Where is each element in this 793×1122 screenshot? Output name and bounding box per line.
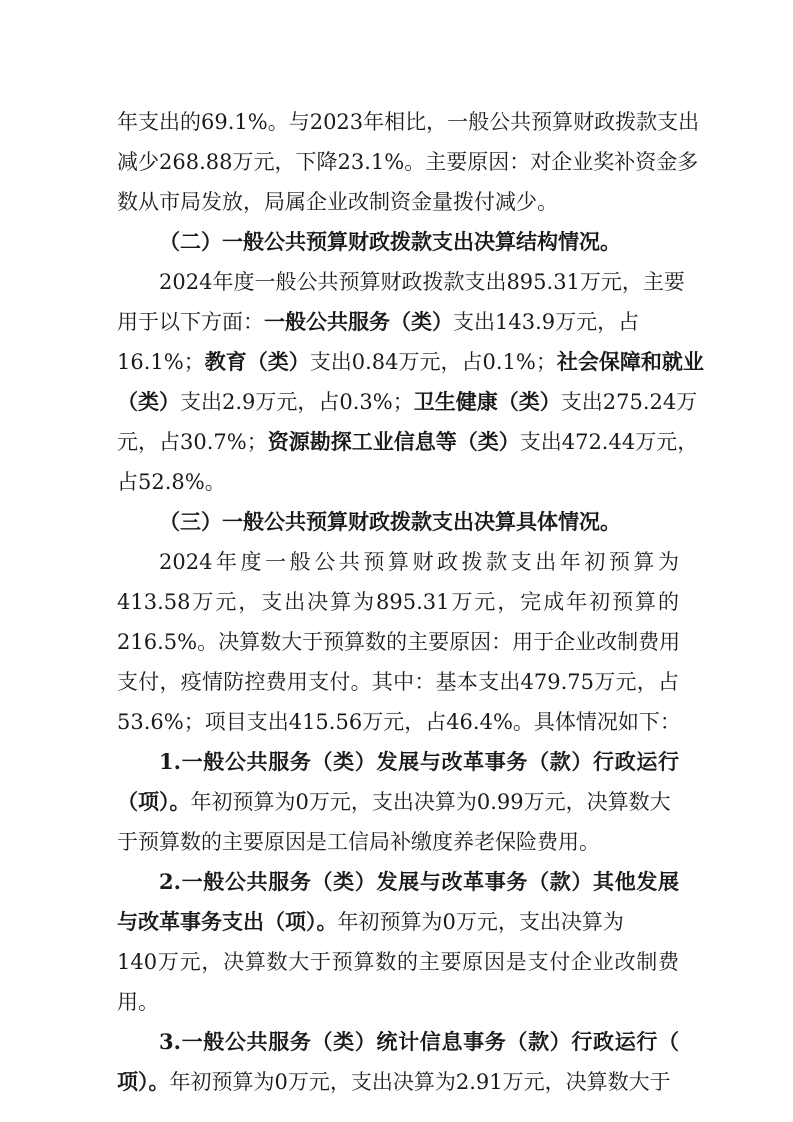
text-run: 支出143.9万元，占 xyxy=(453,310,640,334)
text-run: 支出275.24万 xyxy=(560,390,698,414)
text-run: 年初预算为0万元，支出决算为 xyxy=(337,910,624,934)
item-heading: 2.一般公共服务（类）发展与改革事务（款）其他发展 xyxy=(159,869,679,894)
item-heading: 1.一般公共服务（类）发展与改革事务（款）行政运行 xyxy=(159,749,679,774)
text-run: 支出2.9万元，占0.3%； xyxy=(180,390,414,414)
paragraph-line xyxy=(117,382,698,422)
paragraph-line xyxy=(117,342,704,382)
paragraph-line: 占52.8%。 xyxy=(117,470,226,494)
category-label: （类） xyxy=(117,389,180,414)
category-label: 卫生健康（类） xyxy=(413,389,561,414)
paragraph-line: 53.6%；项目支出415.56万元，占46.4%。具体情况如下： xyxy=(117,710,681,734)
paragraph-line: 216.5%。决算数大于预算数的主要原因：用于企业改制费用 xyxy=(117,630,681,654)
item-heading-tail: （项）。 xyxy=(117,789,191,814)
paragraph-line: 年支出的69.1%。与2023年相比，一般公共预算财政拨款支出 xyxy=(117,110,700,134)
paragraph-line: 140万元，决算数大于预算数的主要原因是支付企业改制费 xyxy=(117,950,679,974)
paragraph-line: 于预算数的主要原因是工信局补缴度养老保险费用。 xyxy=(117,830,600,854)
paragraph-line: 数从市局发放，局属企业改制资金量拨付减少。 xyxy=(117,190,558,214)
category-label: 一般公共服务（类） xyxy=(264,309,453,334)
paragraph-line xyxy=(117,302,679,342)
paragraph-line: 减少268.88万元，下降23.1%。主要原因：对企业奖补资金多 xyxy=(117,150,699,174)
section-heading: （二）一般公共预算财政拨款支出决算结构情况。 xyxy=(159,229,621,254)
paragraph-line: 用。 xyxy=(117,990,159,1014)
text-run: 年初预算为0万元，支出决算为2.91万元，决算数大于 xyxy=(169,1070,671,1094)
text-run: 元，占30.7%； xyxy=(117,430,268,454)
text-run: 用于以下方面： xyxy=(117,310,264,334)
text-run: 年初预算为0万元，支出决算为0.99万元，决算数大 xyxy=(190,790,671,814)
item-heading: 3.一般公共服务（类）统计信息事务（款）行政运行（ xyxy=(159,1029,679,1054)
text-run: 支出472.44万元， xyxy=(519,430,699,454)
paragraph-line: 413.58万元，支出决算为895.31万元，完成年初预算的 xyxy=(117,590,679,614)
paragraph-line: 支付，疫情防控费用支付。其中：基本支出479.75万元，占 xyxy=(117,670,679,694)
paragraph-line: 2024年度一般公共预算财政拨款支出895.31万元，主要 xyxy=(159,270,685,294)
category-label: 社会保障和就业 xyxy=(556,349,704,374)
paragraph-line xyxy=(117,782,679,822)
section-heading: （三）一般公共预算财政拨款支出决算具体情况。 xyxy=(159,509,621,534)
category-label: 资源勘探工业信息等（类） xyxy=(267,429,520,454)
text-run: 支出0.84万元，占0.1%； xyxy=(309,350,557,374)
paragraph-line xyxy=(117,1062,679,1102)
category-label: 教育（类） xyxy=(204,349,310,374)
paragraph-line xyxy=(117,422,699,462)
text-run: 16.1%； xyxy=(117,350,205,374)
item-heading-tail: 项）。 xyxy=(117,1069,170,1094)
item-heading-tail: 与改革事务支出（项）。 xyxy=(117,909,338,934)
paragraph-line: 2024年度一般公共预算财政拨款支出年初预算为 xyxy=(159,550,679,574)
paragraph-line xyxy=(117,902,679,942)
